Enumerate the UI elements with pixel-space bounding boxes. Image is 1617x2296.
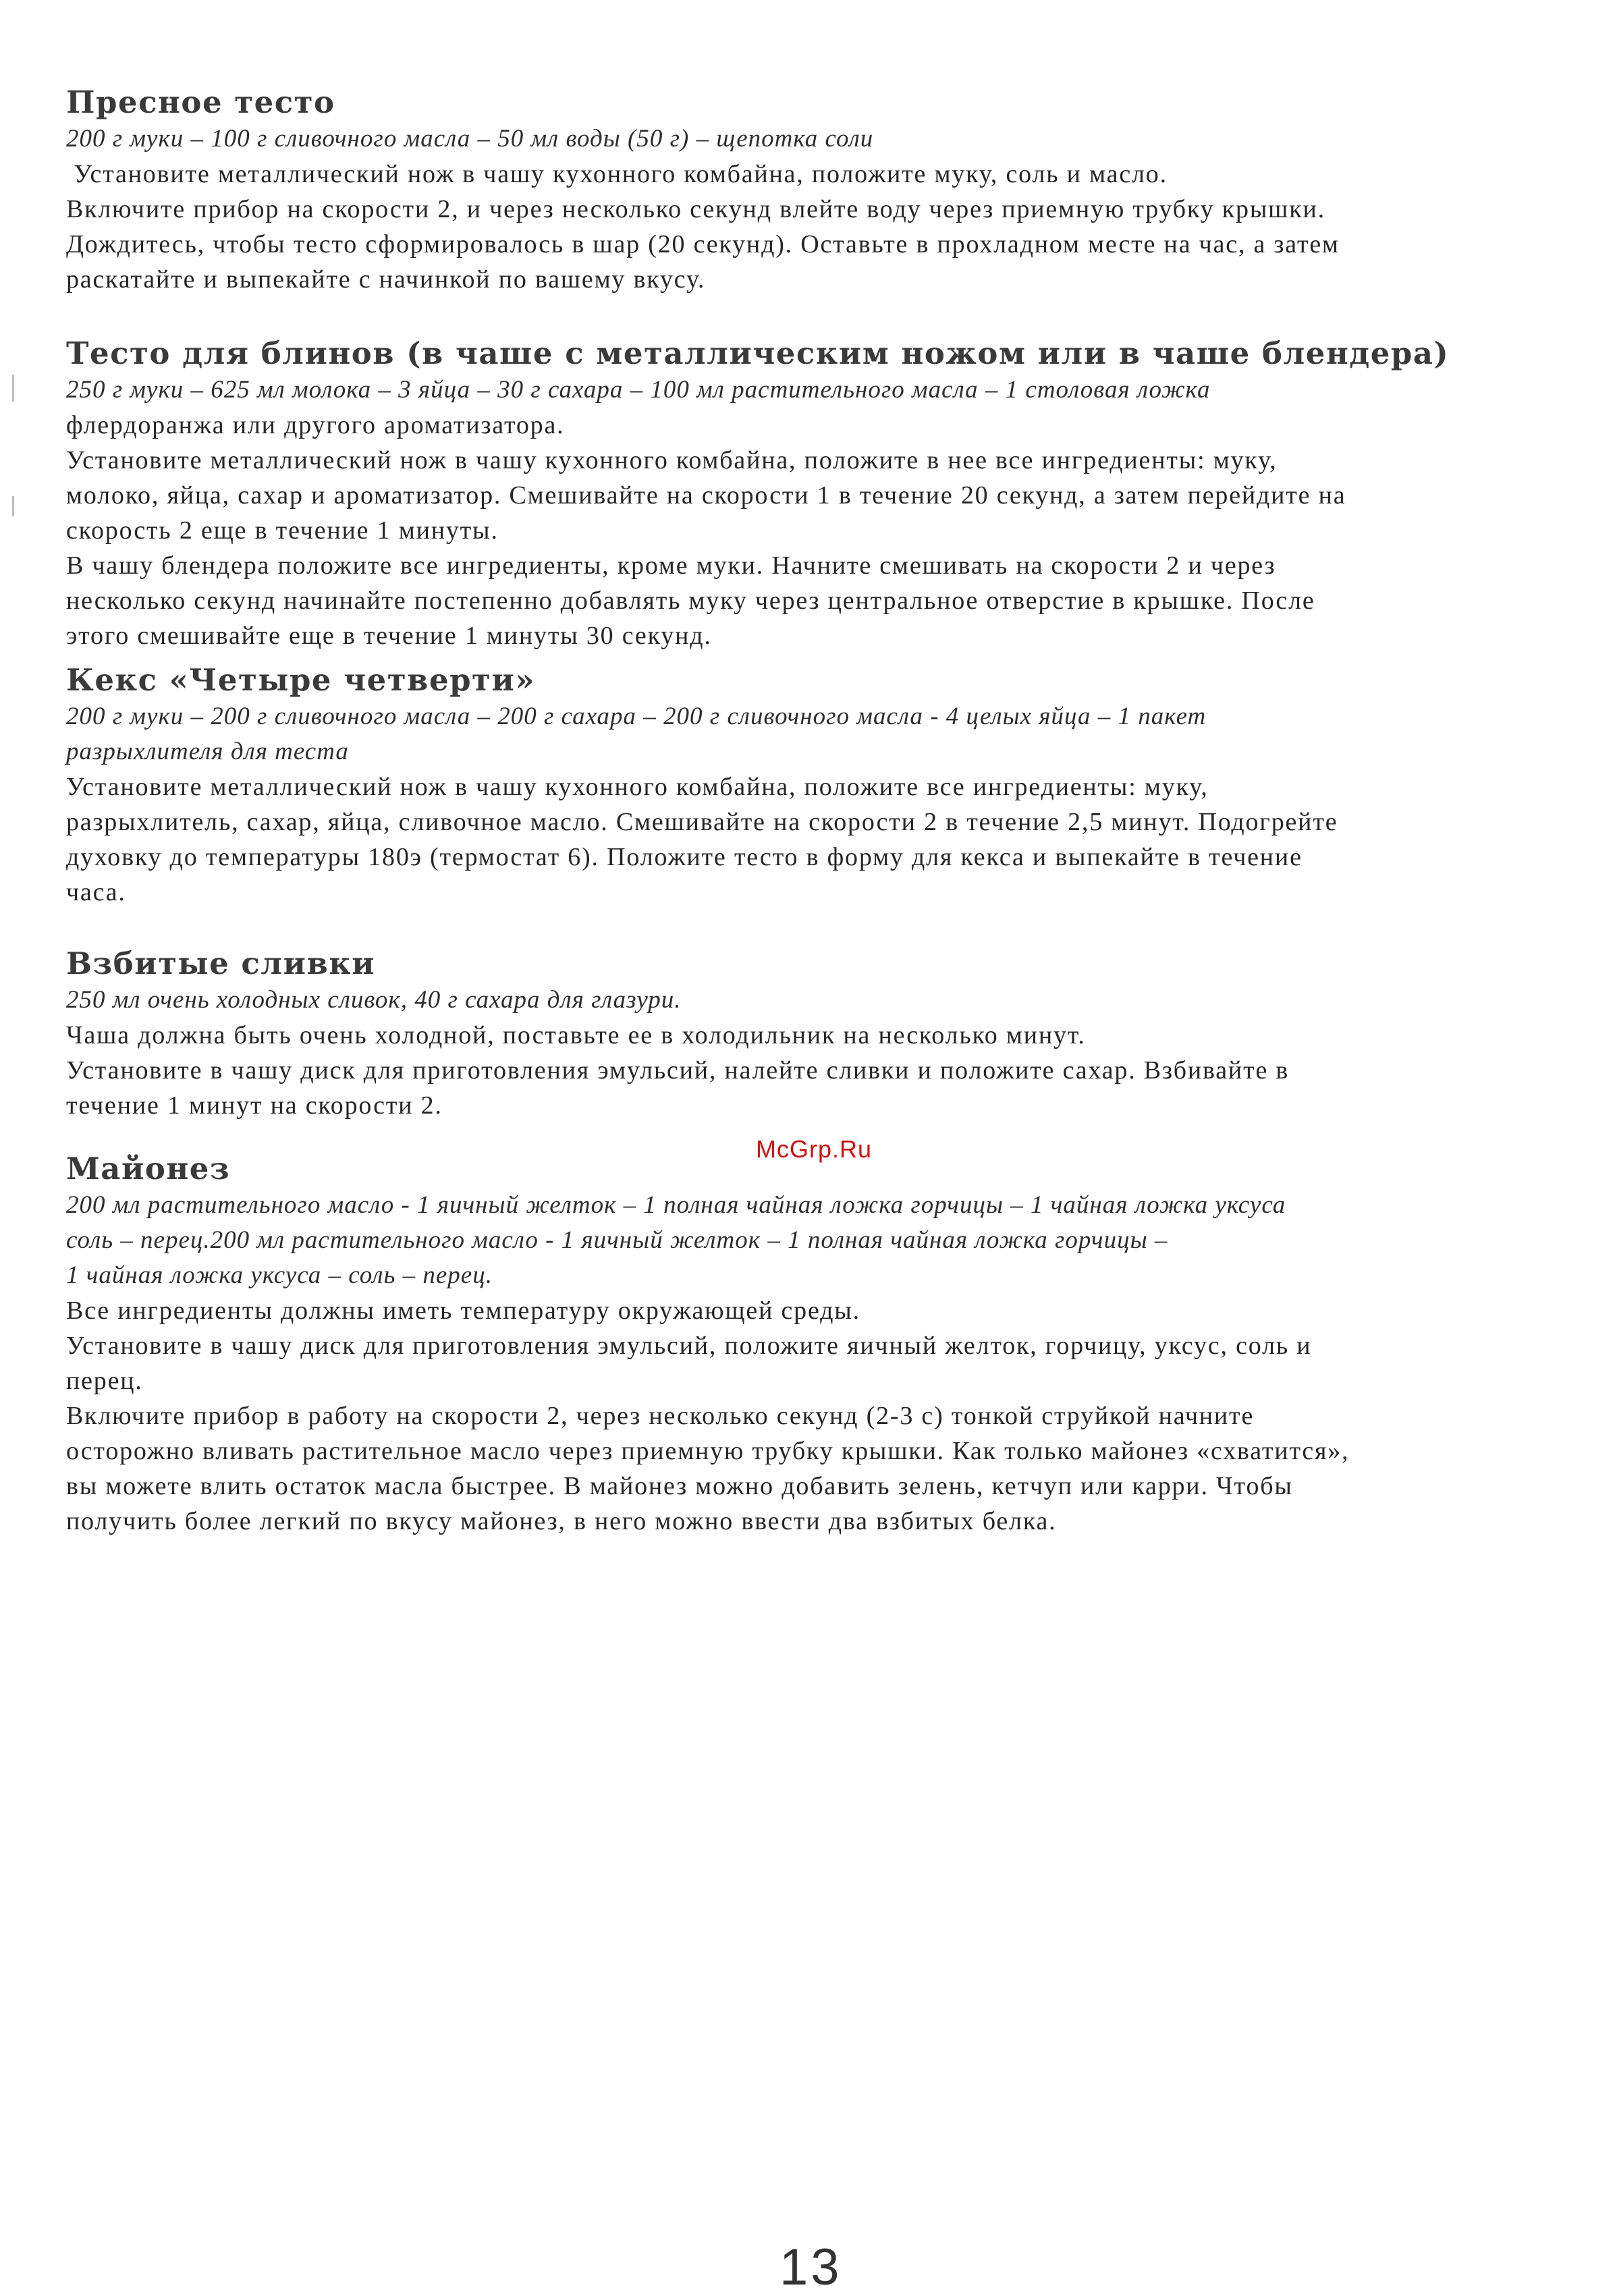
recipe-section: [66, 84, 1571, 297]
text-line: перец.: [66, 1367, 143, 1395]
page-number: 13: [779, 2239, 842, 2296]
section-title: Пресное тесто: [66, 84, 335, 120]
text-line: Установите металлический нож в чашу кухонного комбайна, положите все ингредиенты: муку,: [66, 773, 1209, 801]
text-line: молоко, яйца, сахар и ароматизатор. Смешивайте на скорости 1 в течение 20 секунд, а затем перейдите на: [66, 481, 1346, 510]
section-title: Майонез: [66, 1151, 231, 1186]
text-line: Установите металлический нож в чашу кухонного комбайна, положите муку, соль и масло.: [66, 160, 1168, 188]
text-line: Включите прибор на скорости 2, и через несколько секунд влейте воду через приемную трубку крышки.: [66, 195, 1325, 223]
scan-margin-mark: [12, 496, 14, 516]
recipe-section: [66, 661, 1571, 910]
ingredients-line: 200 г муки – 200 г сливочного масла – 200 г сахара – 200 г сливочного масла - 4 целых яйца – 1 пакет: [66, 703, 1207, 730]
text-line: Установите металлический нож в чашу кухонного комбайна, положите в нее все ингредиенты: муку,: [66, 446, 1278, 474]
recipe-section: [66, 335, 1571, 653]
text-line: часа.: [66, 878, 126, 906]
text-line: вы можете влить остаток масла быстрее. В майонез можно добавить зелень, кетчуп или карри. Чтобы: [66, 1472, 1293, 1500]
text-line: течение 1 минут на скорости 2.: [66, 1091, 443, 1120]
ingredients-line: соль – перец.200 мл растительного масло - 1 яичный желток – 1 полная чайная ложка горчицы –: [66, 1226, 1168, 1254]
text-line: Установите в чашу диск для приготовления эмульсий, налейте сливки и положите сахар. Взбивайте в: [66, 1056, 1290, 1085]
ingredients-line: 250 мл очень холодных сливок, 40 г сахара для глазури.: [66, 986, 682, 1014]
ingredients-line: 200 г муки – 100 г сливочного масла – 50 мл воды (50 г) – щепотка соли: [66, 125, 874, 153]
text-line: флердоранжа или другого ароматизатора.: [66, 411, 565, 439]
scan-margin-mark: [12, 375, 14, 402]
text-line: В чашу блендера положите все ингредиенты, кроме муки. Начните смешивать на скорости 2 и через: [66, 551, 1276, 580]
watermark-link[interactable]: McGrp.Ru: [756, 1135, 873, 1163]
recipe-section: [66, 1150, 1571, 1539]
text-line: разрыхлитель, сахар, яйца, сливочное масло. Смешивайте на скорости 2 в течение 2,5 минут. Подогрейте: [66, 808, 1338, 836]
ingredients-line: 200 мл растительного масло - 1 яичный желток – 1 полная чайная ложка горчицы – 1 чайная ложка уксуса: [66, 1191, 1286, 1219]
text-line: скорость 2 еще в течение 1 минуты.: [66, 516, 499, 545]
text-line: Установите в чашу диск для приготовления эмульсий, положите яичный желток, горчицу, уксус, соль и: [66, 1332, 1312, 1360]
text-line: духовку до температуры 180э (термостат 6). Положите тесто в форму для кекса и выпекайте в течение: [66, 843, 1303, 871]
ingredients-line: 250 г муки – 625 мл молока – 3 яйца – 30 г сахара – 100 мл растительного масла – 1 столовая ложка: [66, 376, 1211, 404]
text-line: Чаша должна быть очень холодной, поставьте ее в холодильник на несколько минут.: [66, 1021, 1086, 1049]
text-line: несколько секунд начинайте постепенно добавлять муку через центральное отверстие в крышке. После: [66, 586, 1315, 615]
text-line: получить более легкий по вкусу майонез, в него можно ввести два взбитых белка.: [66, 1507, 1057, 1535]
recipe-section: [66, 945, 1571, 1123]
text-line: Все ингредиенты должны иметь температуру окружающей среды.: [66, 1296, 860, 1325]
ingredients-line: 1 чайная ложка уксуса – соль – перец.: [66, 1261, 493, 1289]
text-line: этого смешивайте еще в течение 1 минуты 30 секунд.: [66, 622, 712, 650]
ingredients-line: разрыхлителя для теста: [66, 738, 349, 765]
text-line: осторожно вливать растительное масло через приемную трубку крышки. Как только майонез «схватится»,: [66, 1437, 1350, 1465]
text-line: Включите прибор в работу на скорости 2, через несколько секунд (2-3 с) тонкой струйкой начните: [66, 1402, 1255, 1430]
text-line: раскатайте и выпекайте с начинкой по вашему вкусу.: [66, 265, 706, 294]
text-line: Дождитесь, чтобы тесто сформировалось в шар (20 секунд). Оставьте в прохладном месте на час, а затем: [66, 230, 1340, 258]
section-title: Кекс «Четыре четверти»: [66, 662, 535, 698]
section-title: Взбитые сливки: [66, 946, 376, 981]
section-title: Тесто для блинов (в чаше с металлическим ножом или в чаше блендера): [66, 335, 1450, 371]
